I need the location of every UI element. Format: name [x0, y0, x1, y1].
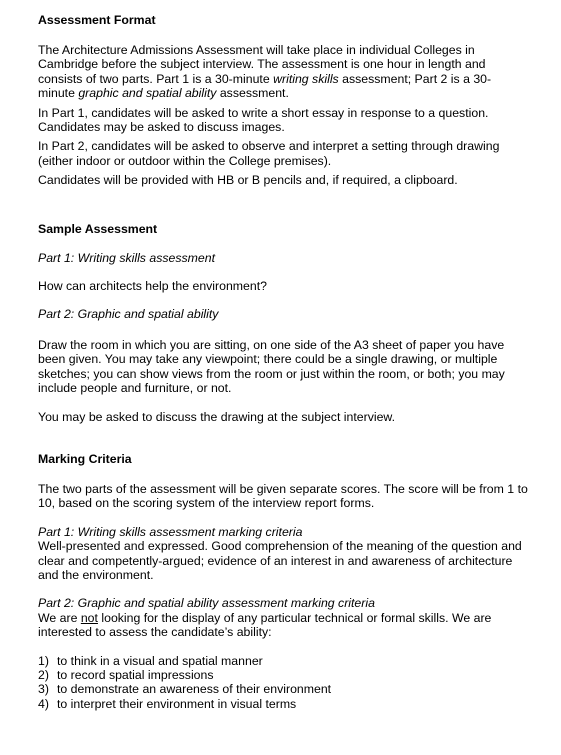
list-item: 2) to record spatial impressions	[38, 667, 214, 682]
format-paragraph-3: In Part 2, candidates will be asked to observe and interpret a setting through drawing (either indoor or outdoor within the College premises).	[38, 139, 500, 168]
document-page	[38, 13, 528, 711]
marking-part2-text: We are not looking for the display of any particular technical or formal skills. We are interested to assess the candidate’s ability:	[38, 610, 492, 640]
format-paragraph-4: Candidates will be provided with HB or B pencils and, if required, a clipboard.	[38, 173, 458, 188]
marking-part1-title: Part 1: Writing skills assessment marking criteria	[38, 524, 303, 539]
sample-discuss-note: You may be asked to discuss the drawing at the subject interview.	[38, 409, 396, 424]
sample-part2-text: Draw the room in which you are sitting, on one side of the A3 sheet of paper you have been given. You may take any viewpoint; there could be a single drawing, or multiple sketches; you can show views from the room or just within the room, or both; you may include people and furniture, or not.	[38, 337, 505, 396]
section-heading-assessment-format: Assessment Format	[38, 13, 156, 27]
ability-list	[38, 654, 528, 712]
format-paragraph-2: In Part 1, candidates will be asked to write a short essay in response to a question. Candidates may be asked to discuss images.	[38, 105, 489, 135]
marking-part1-text: Well-presented and expressed. Good comprehension of the meaning of the question and clear and competently-argued; evidence of an interest in and awareness of architecture and the environment.	[38, 539, 522, 582]
sample-part2-title: Part 2: Graphic and spatial ability	[38, 307, 219, 322]
sample-part1-title: Part 1: Writing skills assessment	[38, 250, 215, 265]
sample-part1-question: How can architects help the environment?	[38, 279, 267, 294]
section-heading-sample-assessment: Sample Assessment	[38, 221, 158, 236]
marking-intro: The two parts of the assessment will be given separate scores. The score will be from 1 to 10, based on the scoring system of the interview report forms.	[38, 481, 528, 511]
list-item: 3) to demonstrate an awareness of their environment	[38, 682, 332, 697]
marking-part2-title: Part 2: Graphic and spatial ability assessment marking criteria	[38, 596, 375, 611]
section-heading-marking-criteria: Marking Criteria	[38, 451, 132, 466]
list-item: 1) to think in a visual and spatial manner	[38, 653, 263, 668]
format-paragraph-1: The Architecture Admissions Assessment will take place in individual Colleges in Cambridge before the subject interview. The assessment is one hour in length and consists of two parts. Part 1 is a 30-minute writing skills assessment; Part 2 is a 30-minute graphic and spatial ability assessment.	[38, 43, 492, 101]
list-item: 4) to interpret their environment in visual terms	[38, 696, 297, 711]
